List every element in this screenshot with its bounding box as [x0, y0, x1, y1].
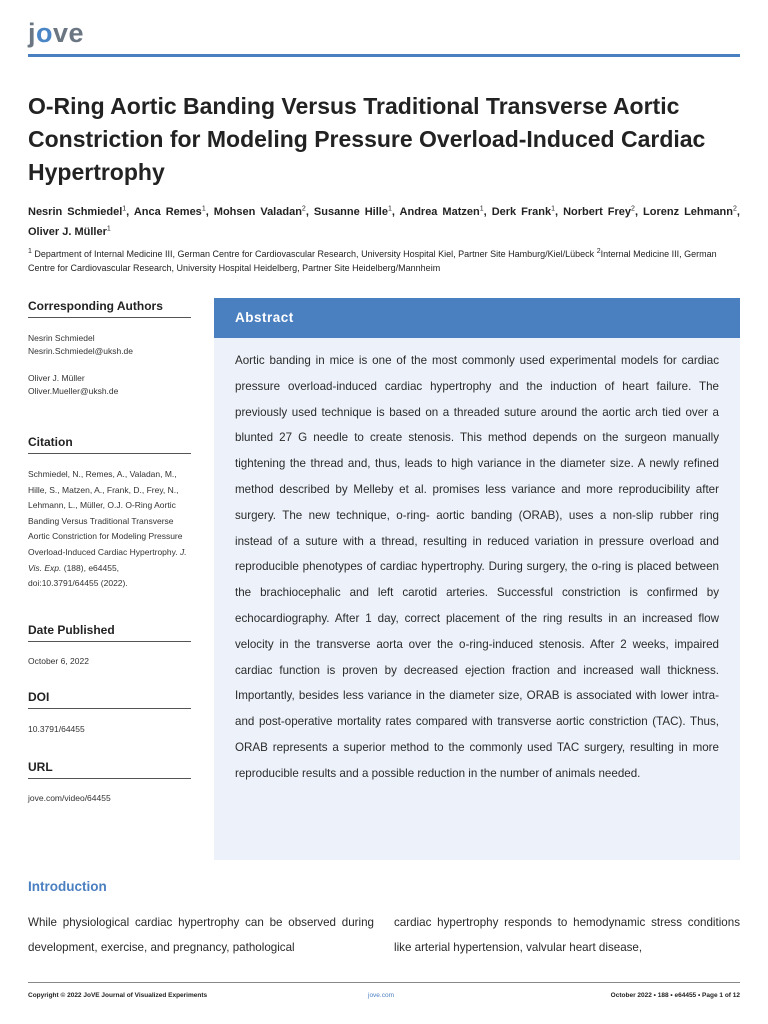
- footer-divider: [28, 982, 740, 983]
- footer-copyright: Copyright © 2022 JoVE Journal of Visualized Experiments: [28, 992, 208, 999]
- url-heading: URL: [28, 760, 191, 779]
- article-title: O-Ring Aortic Banding Versus Traditional Transverse Aortic Constriction for Modeling Pressure Overload-Induced Cardiac Hypertrophy: [28, 93, 706, 185]
- introduction-column-1: While physiological cardiac hypertrophy can be observed during development, exercise, and pregnancy, pathological: [28, 916, 374, 954]
- author: Nesrin Schmiedel$^1$,: [28, 205, 134, 218]
- logo-text-j: j: [28, 18, 37, 48]
- abstract-body: Aortic banding in mice is one of the most commonly used experimental models for cardiac pressure overload-induced cardiac hypertrophy and the induction of heart failure. The previously used technique is based on a threaded suture around the aortic arch tied over a blunted 27 G needle to create stenosis. This method depends on the surgeon manually tightening the thread and, thus, leads to high variance in the diameter size. A newly refined method described by Melleby et al. promises less variance and more reproducibility after surgery. The new technique, o-ring- aortic banding (ORAB), uses a non-slip rubber ring instead of a suture with a thread, resulting in reduced variation in pressure overload and reproducible phenotypes of cardiac hypertrophy. During surgery, the o-ring is placed between the brachiocephalic and left carotid arteries. Successful constriction is confirmed by echocardiography. After 1 day, correct placement of the ring results in an increased flow velocity in the transverse aorta over the o-ring-induced stenosis. After 2 weeks, impaired cardiac function is proven by decreased ejection fraction and increased wall thickness. Importantly, besides less variance in the diameter size, ORAB is associated with lower intra- and post-operative mortality rates compared with transverse aortic constriction (TAC). Thus, ORAB represents a superior method to the commonly used TAC surgery, resulting in more reproducible results and a possible reduction in the number of animals needed.: [214, 338, 740, 860]
- logo-text-o: o: [36, 18, 54, 48]
- url-value[interactable]: jove.com/video/64455: [28, 793, 111, 803]
- contact-1: [28, 332, 191, 358]
- doi-value[interactable]: 10.3791/64455: [28, 724, 85, 734]
- author: Oliver J. Müller$^1$: [28, 225, 111, 239]
- author: Norbert Frey$^2$,: [563, 205, 644, 218]
- citation-text: Schmiedel, N., Remes, A., Valadan, M., Hille, S., Matzen, A., Frank, D., Frey, N., Lehmann, L., Müller, O.J. O-Ring Aortic Banding Versus Traditional Transverse Aortic Constriction for Modeling Pressure Overload-Induced Cardiac Hypertrophy. J. Vis. Exp. (188), e64455, doi:10.3791/64455 (2022).: [28, 469, 187, 589]
- footer-site-link[interactable]: jove.com: [368, 992, 395, 999]
- author: Lorenz Lehmann$^2$,: [643, 205, 740, 218]
- author: Mohsen Valadan$^2$,: [213, 205, 314, 218]
- corresponding-authors-heading: Corresponding Authors: [28, 299, 191, 318]
- contact-name: Nesrin Schmiedel: [28, 333, 95, 343]
- introduction-column-2: cardiac hypertrophy responds to hemodynamic stress conditions like arterial hypertension, valvular heart disease,: [394, 916, 740, 954]
- contact-name: Oliver J. Müller: [28, 373, 85, 383]
- author: Susanne Hille$^1$,: [313, 205, 400, 218]
- author: Derk Frank$^1$,: [491, 205, 564, 218]
- date-published-heading: Date Published: [28, 623, 191, 642]
- affiliation-1: Department of Internal Medicine III, German Centre for Cardiovascular Research, University Hospital Kiel, Partner Site Hamburg/Kiel/Lübeck: [34, 249, 595, 259]
- author: Anca Remes$^1$,: [133, 205, 214, 218]
- author-list: [28, 200, 740, 241]
- affiliation-2: Internal Medicine III, German Centre for Cardiovascular Research, University Hospital Heidelberg, Partner Site Heidelberg/Mannheim: [28, 249, 717, 273]
- contact-email[interactable]: Oliver.Mueller@uksh.de: [28, 386, 119, 396]
- jove-logo[interactable]: [28, 18, 84, 49]
- doi-heading: DOI: [28, 690, 191, 709]
- footer-page-info: October 2022 • 188 • e64455 • Page 1 of 12: [610, 992, 740, 999]
- logo-text-ve: ve: [53, 18, 85, 48]
- affiliations: $^1$ Department of Internal Medicine III, German Centre for Cardiovascular Research, University Hospital Kiel, Partner Site Hamburg/Kiel/Lübeck $^2$Internal Medicine III, German Centre for Cardiovascular Research, University Hospital Heidelberg, Partner Site Heidelberg/Mannheim: [28, 248, 717, 273]
- date-published: October 6, 2022: [28, 656, 89, 666]
- citation-heading: Citation: [28, 435, 191, 454]
- contact-email[interactable]: Nesrin.Schmiedel@uksh.de: [28, 346, 134, 356]
- contact-2: [28, 372, 191, 398]
- abstract-heading: Abstract: [214, 298, 740, 338]
- introduction-heading: Introduction: [28, 879, 107, 894]
- header-divider: [28, 54, 740, 57]
- author: Andrea Matzen$^1$,: [399, 205, 492, 218]
